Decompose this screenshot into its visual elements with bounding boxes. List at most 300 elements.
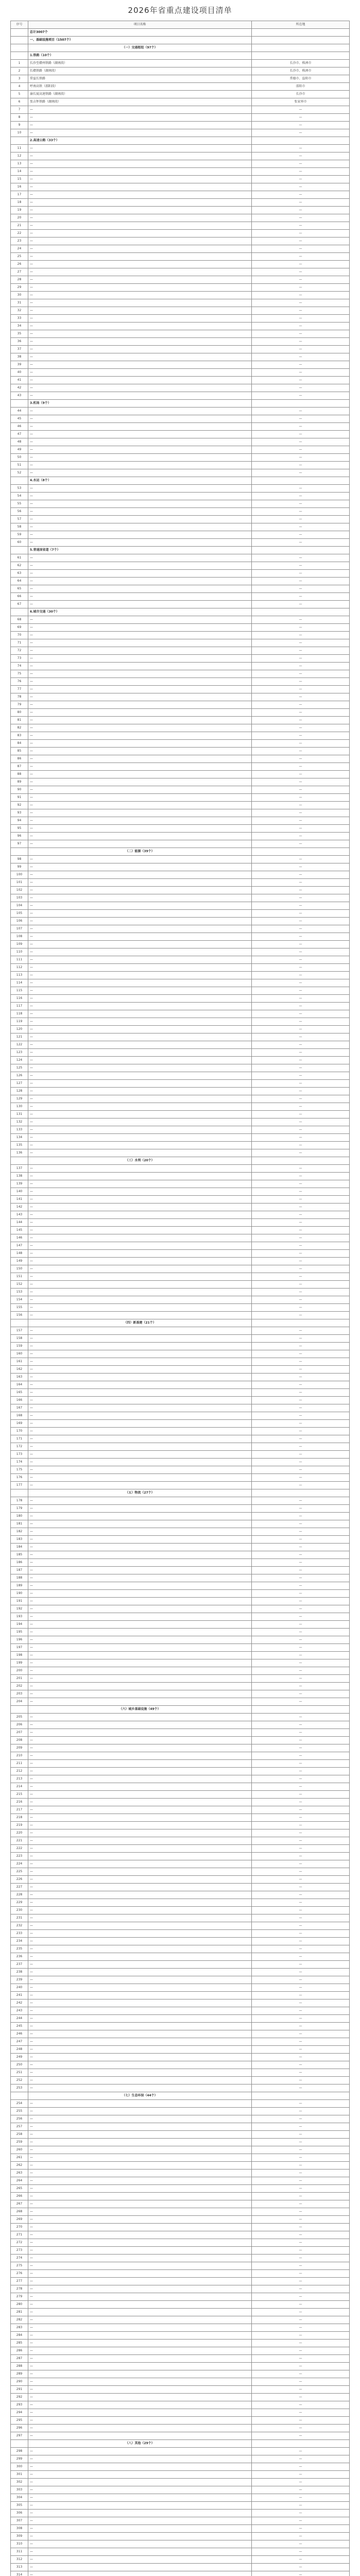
project-name: — (28, 377, 252, 384)
project-name: — (28, 1914, 252, 1922)
row-number: 25 (11, 253, 28, 261)
project-name: — (28, 1922, 252, 1930)
table-row (11, 1343, 350, 1350)
row-number: 202 (11, 1683, 28, 1690)
row-number: 41 (11, 377, 28, 384)
row-number: 293 (11, 2401, 28, 2409)
project-name: — (28, 523, 252, 531)
project-name: — (28, 2517, 252, 2525)
project-name: — (28, 423, 252, 431)
project-location: — (252, 2455, 350, 2463)
table-row (11, 1095, 350, 1103)
project-location: — (252, 1010, 350, 1018)
project-location: — (252, 431, 350, 438)
table-row (11, 2069, 350, 2077)
table-row (11, 1737, 350, 1744)
project-name: — (28, 995, 252, 1003)
project-name: — (28, 292, 252, 299)
table-row (11, 1675, 350, 1683)
row-number: 75 (11, 670, 28, 678)
project-name: — (28, 1018, 252, 1026)
project-name: — (28, 2425, 252, 2432)
row-number: 244 (11, 2015, 28, 2023)
row-number: 198 (11, 1652, 28, 1659)
table-row (11, 2486, 350, 2494)
project-name: — (28, 1992, 252, 1999)
project-location: — (252, 253, 350, 261)
row-number: 235 (11, 1945, 28, 1953)
row-number: 24 (11, 245, 28, 253)
table-row (11, 1652, 350, 1659)
row-number: 280 (11, 2301, 28, 2309)
table-row (11, 2262, 350, 2270)
project-location: — (252, 732, 350, 740)
project-name: — (28, 2193, 252, 2200)
row-number: 126 (11, 1072, 28, 1080)
project-name: — (28, 1350, 252, 1358)
row-number: 240 (11, 1984, 28, 1992)
table-row (11, 2023, 350, 2030)
row-number: 144 (11, 1219, 28, 1227)
row-number: 172 (11, 1443, 28, 1451)
project-name: — (28, 2069, 252, 2077)
table-row (11, 2285, 350, 2293)
row-number: 51 (11, 462, 28, 469)
project-name: — (28, 1574, 252, 1582)
project-name: — (28, 191, 252, 199)
row-number: 171 (11, 1435, 28, 1443)
table-row (11, 2378, 350, 2386)
row-number: 52 (11, 469, 28, 477)
project-name: — (28, 1636, 252, 1644)
project-location: — (252, 1142, 350, 1149)
project-name: — (28, 2146, 252, 2154)
table-row (11, 1559, 350, 1567)
project-name: — (28, 353, 252, 361)
row-number: 63 (11, 570, 28, 578)
table-row (11, 1420, 350, 1428)
project-location: — (252, 1095, 350, 1103)
row-number: 273 (11, 2247, 28, 2255)
table-row (11, 778, 350, 786)
project-location: — (252, 1961, 350, 1969)
section-label: 3.机场（9个） (28, 400, 252, 408)
project-location: — (252, 1412, 350, 1420)
project-name: — (28, 485, 252, 493)
project-location: — (252, 284, 350, 292)
project-name: — (28, 2556, 252, 2564)
project-name: — (28, 1397, 252, 1404)
table-row (11, 253, 350, 261)
project-location: — (252, 2270, 350, 2278)
table-row (11, 709, 350, 717)
project-name: — (28, 168, 252, 176)
row-number: 62 (11, 562, 28, 570)
project-name: — (28, 1551, 252, 1559)
row-number: 268 (11, 2208, 28, 2216)
project-name: — (28, 2255, 252, 2262)
project-location: — (252, 1582, 350, 1590)
project-name: — (28, 230, 252, 238)
row-number: 145 (11, 1227, 28, 1234)
location-empty (252, 477, 350, 485)
project-name: — (28, 1799, 252, 1806)
table-row (11, 2123, 350, 2131)
row-number: 228 (11, 1891, 28, 1899)
row-number: 114 (11, 979, 28, 987)
table-row (11, 1443, 350, 1451)
row-number-empty (11, 137, 28, 145)
project-location: — (252, 2309, 350, 2316)
table-row (11, 307, 350, 315)
project-name: — (28, 207, 252, 214)
project-location: — (252, 2293, 350, 2301)
project-name: — (28, 500, 252, 508)
row-number: 196 (11, 1636, 28, 1644)
project-location: 长沙市、株洲市 (252, 67, 350, 75)
table-row (11, 276, 350, 284)
row-number: 295 (11, 2417, 28, 2425)
project-name: — (28, 361, 252, 369)
row-number: 282 (11, 2316, 28, 2324)
table-row (11, 1188, 350, 1196)
table-row (11, 245, 350, 253)
table-row (11, 1350, 350, 1358)
row-number: 74 (11, 663, 28, 670)
project-name: — (28, 1559, 252, 1567)
project-name: — (28, 1683, 252, 1690)
table-row (11, 1528, 350, 1536)
project-location: — (252, 2139, 350, 2146)
row-number: 81 (11, 717, 28, 724)
project-name: — (28, 2061, 252, 2069)
row-number: 37 (11, 346, 28, 353)
category-header-row (11, 2092, 350, 2100)
row-number: 58 (11, 523, 28, 531)
table-row (11, 261, 350, 268)
row-number: 116 (11, 995, 28, 1003)
table-row (11, 925, 350, 933)
table-row (11, 1598, 350, 1605)
project-name: — (28, 2007, 252, 2015)
project-location: — (252, 863, 350, 871)
project-location: — (252, 106, 350, 114)
section-label: 4.水运（8个） (28, 477, 252, 485)
project-name: — (28, 1899, 252, 1907)
project-location: — (252, 1860, 350, 1868)
table-row (11, 1976, 350, 1984)
project-name: — (28, 1544, 252, 1551)
project-name: — (28, 268, 252, 276)
table-row (11, 2293, 350, 2301)
table-row (11, 1914, 350, 1922)
project-name: — (28, 2494, 252, 2502)
project-location: — (252, 377, 350, 384)
project-name: — (28, 2525, 252, 2533)
project-location: — (252, 1590, 350, 1598)
row-number: 182 (11, 1528, 28, 1536)
table-row (11, 1814, 350, 1822)
row-number: 59 (11, 531, 28, 539)
table-row (11, 353, 350, 361)
row-number: 121 (11, 1033, 28, 1041)
project-name: — (28, 1057, 252, 1064)
project-name: — (28, 1088, 252, 1095)
table-row (11, 879, 350, 887)
table-row (11, 91, 350, 98)
row-number: 183 (11, 1536, 28, 1544)
row-number: 18 (11, 199, 28, 207)
project-location: — (252, 1775, 350, 1783)
project-name: — (28, 2370, 252, 2378)
project-name: — (28, 1567, 252, 1574)
project-name: — (28, 2262, 252, 2270)
row-number: 311 (11, 2548, 28, 2556)
row-number: 137 (11, 1165, 28, 1173)
row-number: 7 (11, 106, 28, 114)
section-label: （八）其他（29个） (28, 2440, 252, 2448)
table-row (11, 145, 350, 152)
project-name: — (28, 462, 252, 469)
row-number: 79 (11, 701, 28, 709)
row-number: 118 (11, 1010, 28, 1018)
project-location: — (252, 2262, 350, 2270)
project-location: 邵阳市 (252, 83, 350, 91)
table-row (11, 462, 350, 469)
project-location: — (252, 1829, 350, 1837)
project-location: — (252, 972, 350, 979)
row-number: 259 (11, 2139, 28, 2146)
project-location: — (252, 1003, 350, 1010)
row-number-empty (11, 29, 28, 37)
section-label: （三）水利（20个） (28, 1157, 252, 1165)
table-row (11, 1822, 350, 1829)
row-number: 215 (11, 1791, 28, 1799)
table-row (11, 1729, 350, 1737)
table-row (11, 802, 350, 809)
project-location: — (252, 276, 350, 284)
project-location: — (252, 493, 350, 500)
project-location: — (252, 1312, 350, 1319)
project-name: — (28, 1064, 252, 1072)
table-row (11, 554, 350, 562)
project-location: — (252, 1938, 350, 1945)
row-number: 132 (11, 1118, 28, 1126)
project-location: — (252, 122, 350, 129)
table-row (11, 207, 350, 214)
project-location: — (252, 160, 350, 168)
project-name: — (28, 2571, 252, 2576)
row-number: 115 (11, 987, 28, 995)
table-row (11, 83, 350, 91)
section-header-row (11, 29, 350, 37)
project-location: — (252, 1428, 350, 1435)
row-number: 139 (11, 1180, 28, 1188)
project-name: — (28, 956, 252, 964)
project-name: — (28, 1482, 252, 1489)
table-row (11, 1783, 350, 1791)
row-number: 237 (11, 1961, 28, 1969)
project-name: — (28, 1358, 252, 1366)
project-location: — (252, 1884, 350, 1891)
project-location: — (252, 2247, 350, 2255)
project-location: — (252, 1180, 350, 1188)
project-location: — (252, 678, 350, 686)
row-number: 46 (11, 423, 28, 431)
table-row (11, 2432, 350, 2440)
table-row (11, 1010, 350, 1018)
project-name: — (28, 1520, 252, 1528)
project-name: — (28, 2409, 252, 2417)
row-number: 66 (11, 593, 28, 601)
table-row (11, 585, 350, 593)
project-name: — (28, 431, 252, 438)
row-number: 128 (11, 1088, 28, 1095)
table-row (11, 2131, 350, 2139)
project-name: — (28, 2100, 252, 2108)
row-number: 165 (11, 1389, 28, 1397)
table-row (11, 686, 350, 693)
row-number: 288 (11, 2363, 28, 2370)
table-row (11, 1049, 350, 1057)
project-location: — (252, 1451, 350, 1459)
table-row (11, 168, 350, 176)
project-name: — (28, 1103, 252, 1111)
table-body (11, 29, 350, 2576)
row-number: 258 (11, 2131, 28, 2139)
row-number: 279 (11, 2293, 28, 2301)
row-number: 211 (11, 1760, 28, 1768)
row-number: 136 (11, 1149, 28, 1157)
row-number: 107 (11, 925, 28, 933)
project-name: — (28, 183, 252, 191)
table-row (11, 902, 350, 910)
table-row (11, 1698, 350, 1706)
column-header-location: 所在地 (252, 21, 350, 29)
project-location: — (252, 2347, 350, 2355)
project-location: — (252, 1636, 350, 1644)
table-row (11, 75, 350, 83)
group-header-row (11, 400, 350, 408)
project-location: — (252, 1721, 350, 1729)
table-row (11, 1868, 350, 1876)
project-name: — (28, 1149, 252, 1157)
row-number: 78 (11, 693, 28, 701)
project-location: — (252, 1528, 350, 1536)
project-name: — (28, 562, 252, 570)
project-location: — (252, 894, 350, 902)
location-empty (252, 2092, 350, 2100)
project-location: — (252, 1366, 350, 1374)
row-number: 155 (11, 1304, 28, 1312)
project-location: — (252, 817, 350, 825)
table-row (11, 98, 350, 106)
row-number: 297 (11, 2432, 28, 2440)
table-row (11, 1459, 350, 1466)
table-row (11, 2216, 350, 2224)
project-name: — (28, 1829, 252, 1837)
project-name: — (28, 639, 252, 647)
project-location: — (252, 346, 350, 353)
project-name: — (28, 1126, 252, 1134)
project-location: — (252, 2015, 350, 2023)
project-location: — (252, 1358, 350, 1366)
table-row (11, 2162, 350, 2170)
table-row (11, 2370, 350, 2378)
project-name: — (28, 2417, 252, 2425)
table-row (11, 2525, 350, 2533)
project-location: — (252, 655, 350, 663)
row-number: 272 (11, 2239, 28, 2247)
table-row (11, 1149, 350, 1157)
project-name: — (28, 1876, 252, 1884)
column-header-name: 项目名称 (28, 21, 252, 29)
project-location: — (252, 2177, 350, 2185)
project-location: — (252, 1204, 350, 1211)
project-name: — (28, 1845, 252, 1853)
project-name: — (28, 1513, 252, 1520)
table-row (11, 1412, 350, 1420)
table-row (11, 1520, 350, 1528)
table-row (11, 1953, 350, 1961)
project-name: — (28, 2432, 252, 2440)
project-name: — (28, 438, 252, 446)
table-row (11, 1582, 350, 1590)
project-name: — (28, 2502, 252, 2510)
row-number: 48 (11, 438, 28, 446)
table-row (11, 1026, 350, 1033)
row-number: 245 (11, 2023, 28, 2030)
row-number: 55 (11, 500, 28, 508)
row-number: 266 (11, 2193, 28, 2200)
project-name: — (28, 1003, 252, 1010)
project-location: — (252, 114, 350, 122)
row-number: 205 (11, 1714, 28, 1721)
table-row (11, 2255, 350, 2262)
row-number: 94 (11, 817, 28, 825)
project-location: — (252, 408, 350, 415)
project-name: — (28, 2548, 252, 2556)
project-location: — (252, 1219, 350, 1227)
project-name: — (28, 1111, 252, 1118)
table-row (11, 230, 350, 238)
project-name: 长沙至赣州铁路（湖南段） (28, 60, 252, 67)
table-row (11, 2316, 350, 2324)
page-title: 2026年省重点建设项目清单 (128, 6, 232, 15)
row-number: 60 (11, 539, 28, 547)
table-row (11, 1057, 350, 1064)
table-row (11, 2455, 350, 2463)
project-location: — (252, 802, 350, 809)
project-name: — (28, 1219, 252, 1227)
project-location: — (252, 299, 350, 307)
row-number: 181 (11, 1520, 28, 1528)
table-row (11, 539, 350, 547)
table-row (11, 2386, 350, 2394)
project-location: — (252, 987, 350, 995)
project-location: — (252, 1945, 350, 1953)
project-name: — (28, 338, 252, 346)
project-name: — (28, 2154, 252, 2162)
row-number: 159 (11, 1343, 28, 1350)
row-number: 255 (11, 2108, 28, 2115)
table-row (11, 361, 350, 369)
row-number: 312 (11, 2556, 28, 2564)
project-name: — (28, 315, 252, 323)
project-name: 张吉怀铁路（湖南段） (28, 98, 252, 106)
row-number: 38 (11, 353, 28, 361)
project-name: — (28, 1868, 252, 1876)
